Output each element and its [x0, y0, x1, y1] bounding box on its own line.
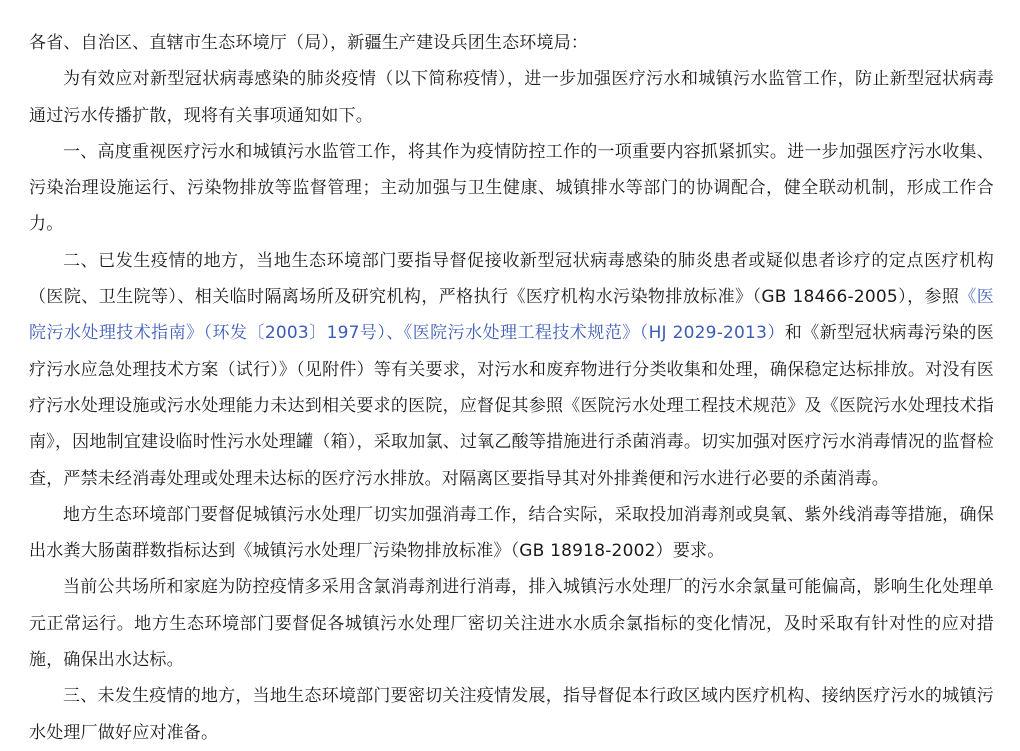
salutation: 各省、自治区、直辖市生态环境厅（局），新疆生产建设兵团生态环境局：	[29, 33, 589, 53]
standards-reference-link[interactable]: 《医院污水处理技术指南》（环发〔2003〕197号）、《医院污水处理工程技术规范》（HJ 2029-2013）	[29, 287, 995, 344]
section-2-text-part-1: 二、已发生疫情的地方，当地生态环境部门要指导督促接收新型冠状病毒感染的肺炎患者或疑似患者诊疗的定点医疗机构（医院、卫生院等）、相关临时隔离场所及研究机构，严格执行《医疗机构水污染物排放标准》（GB 18466-2005），参照	[29, 250, 994, 308]
section-2-paragraph	[29, 243, 994, 497]
intro-paragraph: 为有效应对新型冠状病毒感染的肺炎疫情（以下简称疫情），进一步加强医疗污水和城镇污水监管工作，防止新型冠状病毒通过污水传播扩散，现将有关事项通知如下。	[29, 69, 994, 126]
residual-chlorine-paragraph: 当前公共场所和家庭为防控疫情多采用含氯消毒剂进行消毒，排入城镇污水处理厂的污水余氯量可能偏高，影响生化处理单元正常运行。地方生态环境部门要督促各城镇污水处理厂密切关注进水水质余氯指标的变化情况，及时采取有针对性的应对措施，确保出水达标。	[29, 577, 994, 671]
document-body	[29, 25, 994, 751]
section-1-paragraph: 一、高度重视医疗污水和城镇污水监管工作，将其作为疫情防控工作的一项重要内容抓紧抓实。进一步加强医疗污水收集、污染治理设施运行、污染物排放等监督管理；主动加强与卫生健康、城镇排水等部门的协调配合，健全联动机制，形成工作合力。	[29, 141, 994, 235]
urban-sewage-paragraph: 地方生态环境部门要督促城镇污水处理厂切实加强消毒工作，结合实际，采取投加消毒剂或臭氧、紫外线消毒等措施，确保出水粪大肠菌群数指标达到《城镇污水处理厂污染物排放标准》（GB 18918-2002）要求。	[29, 504, 994, 562]
section-3-paragraph: 三、未发生疫情的地方，当地生态环境部门要密切关注疫情发展，指导督促本行政区域内医疗机构、接纳医疗污水的城镇污水处理厂做好应对准备。	[29, 686, 994, 743]
section-2-text-part-2: 和《新型冠状病毒污染的医疗污水应急处理技术方案（试行）》（见附件）等有关要求，对污水和废弃物进行分类收集和处理，确保稳定达标排放。对没有医疗污水处理设施或污水处理能力未达到相关要求的医院，应督促其参照《医院污水处理工程技术规范》及《医院污水处理技术指南》，因地制宜建设临时性污水处理罐（箱），采取加氯、过氧乙酸等措施进行杀菌消毒。切实加强对医疗污水消毒情况的监督检查，严禁未经消毒处理或处理未达标的医疗污水排放。对隔离区要指导其对外排粪便和污水进行必要的杀菌消毒。	[29, 323, 994, 489]
